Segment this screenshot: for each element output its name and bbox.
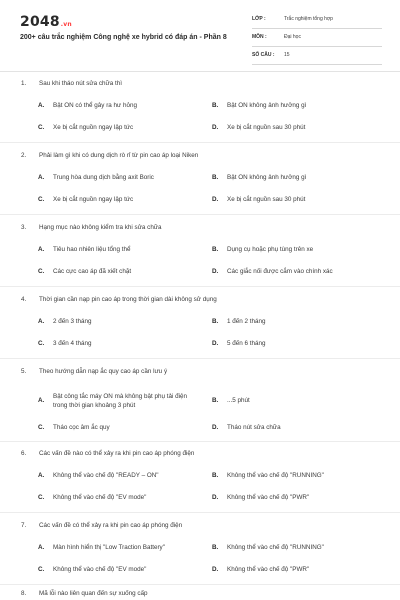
meta-count-label: SỐ CÂU : xyxy=(252,52,275,58)
meta-class-value: Trắc nghiệm tổng hợp xyxy=(284,16,333,22)
option-letter: D. xyxy=(212,340,219,347)
question-stem xyxy=(21,152,198,159)
question-stem xyxy=(21,224,162,231)
option-letter: D. xyxy=(212,424,219,431)
option-text: Xe bị cắt nguồn ngay lập tức xyxy=(53,196,134,203)
option-text: Bật ON có thể gây ra hư hỏng xyxy=(53,102,138,109)
option-letter: B. xyxy=(212,472,219,479)
option-text: Không thể vào chế độ "PWR" xyxy=(227,566,310,573)
meta-subject-value: Đại học xyxy=(284,34,301,40)
logo-text: 2048 xyxy=(20,14,60,30)
option-text: Trung hòa dung dịch bằng axit Boric xyxy=(53,174,154,181)
option-letter: B. xyxy=(212,544,219,551)
question-text: Sau khi tháo nút sửa chữa thì xyxy=(39,80,122,87)
option-text: Màn hình hiển thị "Low Traction Battery" xyxy=(53,544,165,551)
question-stem xyxy=(21,450,194,457)
option-letter: C. xyxy=(38,196,45,203)
question-text: Thời gian cần nạp pin cao áp trong thời gian dài không sử dụng xyxy=(39,296,217,303)
option-letter: B. xyxy=(212,318,219,325)
question-number: 2. xyxy=(21,152,27,159)
question-number: 7. xyxy=(21,522,27,529)
question-text: Các vấn đề nào có thể xảy ra khi pin cao áp phóng điện xyxy=(39,450,195,457)
option-letter: A. xyxy=(38,246,45,253)
document-title: 200+ câu trắc nghiệm Công nghệ xe hybrid có đáp án - Phần 8 xyxy=(20,34,227,41)
option-text: 1 đến 2 tháng xyxy=(227,318,266,325)
option-letter: A. xyxy=(38,102,45,109)
option-text: Tiêu hao nhiên liệu tổng thể xyxy=(53,246,131,253)
option-text: 2 đến 3 tháng xyxy=(53,318,92,325)
option-text: 3 đến 4 tháng xyxy=(53,340,92,347)
meta-class-label: LỚP : xyxy=(252,16,266,22)
option-text: Dụng cụ hoặc phụ tùng trên xe xyxy=(227,246,314,253)
option-text: Không thể vào chế độ "EV mode" xyxy=(53,494,147,501)
question-separator xyxy=(0,358,400,359)
logo-suffix: .vn xyxy=(60,21,72,28)
question-text: Theo hướng dẫn nạp ắc quy cao áp cần lưu ý xyxy=(39,368,168,375)
meta-count-value: 15 xyxy=(284,52,290,58)
option-text: Không thể vào chế độ "RUNNING" xyxy=(227,544,324,551)
question-number: 4. xyxy=(21,296,27,303)
option-letter: B. xyxy=(212,246,219,253)
question-text: Hạng mục nào không kiểm tra khi sửa chữa xyxy=(39,224,162,231)
option-text: Xe bị cắt nguồn sau 30 phút xyxy=(227,124,306,131)
option-letter: B. xyxy=(212,174,219,181)
option-letter: C. xyxy=(38,124,45,131)
option-text: Các giắc nối được cắm vào chính xác xyxy=(227,268,333,275)
option-text: Tháo nút sửa chữa xyxy=(227,424,281,431)
option-letter: D. xyxy=(212,268,219,275)
question-number: 5. xyxy=(21,368,27,375)
option-letter: C. xyxy=(38,340,45,347)
option-letter: B. xyxy=(212,397,219,404)
question-text: Phải làm gì khi có dung dịch rò rỉ từ pin cao áp loại Niken xyxy=(39,152,199,159)
meta-row-class xyxy=(252,14,382,29)
meta-row-count xyxy=(252,50,382,65)
question-number: 3. xyxy=(21,224,27,231)
question-separator xyxy=(0,512,400,513)
option-letter: C. xyxy=(38,424,45,431)
question-separator xyxy=(0,584,400,585)
question-stem xyxy=(21,296,217,303)
question-number: 6. xyxy=(21,450,27,457)
option-letter: D. xyxy=(212,494,219,501)
question-stem xyxy=(21,590,148,597)
question-separator xyxy=(0,441,400,442)
question-text: Mã lỗi nào liên quan đến sự xuống cấp xyxy=(39,590,148,597)
question-separator xyxy=(0,214,400,215)
header-divider xyxy=(0,71,400,72)
option-letter: D. xyxy=(212,196,219,203)
option-text: Các cực cao áp đã xiết chặt xyxy=(53,268,132,275)
option-text: Xe bị cắt nguồn sau 30 phút xyxy=(227,196,306,203)
document-meta xyxy=(252,14,382,68)
question-stem xyxy=(21,368,167,375)
option-text: Không thể vào chế độ "READY – ON" xyxy=(53,472,159,479)
option-letter: A. xyxy=(38,318,45,325)
option-text: Không thể vào chế độ "PWR" xyxy=(227,494,310,501)
question-text: Các vấn đề có thể xảy ra khi pin cao áp phóng điện xyxy=(39,522,183,529)
question-number: 1. xyxy=(21,80,27,87)
option-letter: D. xyxy=(212,566,219,573)
question-separator xyxy=(0,286,400,287)
option-letter: A. xyxy=(38,544,45,551)
question-number: 8. xyxy=(21,590,27,597)
meta-row-subject xyxy=(252,32,382,47)
option-letter: C. xyxy=(38,494,45,501)
option-text: Xe bị cắt nguồn ngay lập tức xyxy=(53,124,134,131)
question-stem xyxy=(21,80,122,87)
option-text: Tháo cọc âm ắc quy xyxy=(53,424,110,431)
option-text: ...5 phút xyxy=(227,397,250,404)
option-text: Không thể vào chế độ "RUNNING" xyxy=(227,472,324,479)
option-letter: C. xyxy=(38,566,45,573)
option-letter: D. xyxy=(212,124,219,131)
option-letter: A. xyxy=(38,397,45,404)
option-letter: A. xyxy=(38,472,45,479)
option-text: Không thể vào chế độ "EV mode" xyxy=(53,566,147,573)
option-letter: B. xyxy=(212,102,219,109)
question-stem xyxy=(21,522,182,529)
option-text: 5 đến 6 tháng xyxy=(227,340,266,347)
option-text: Bật công tắc máy ON mà không bật phụ tải điện trong thời gian khoảng 3 phút xyxy=(53,393,188,409)
option-text: Bật ON không ảnh hưởng gì xyxy=(227,174,307,181)
meta-subject-label: MÔN : xyxy=(252,34,267,40)
option-letter: A. xyxy=(38,174,45,181)
option-text: Bật ON không ảnh hưởng gì xyxy=(227,102,307,109)
document-header xyxy=(0,0,400,72)
question-separator xyxy=(0,142,400,143)
option-letter: C. xyxy=(38,268,45,275)
site-logo[interactable] xyxy=(20,14,72,30)
